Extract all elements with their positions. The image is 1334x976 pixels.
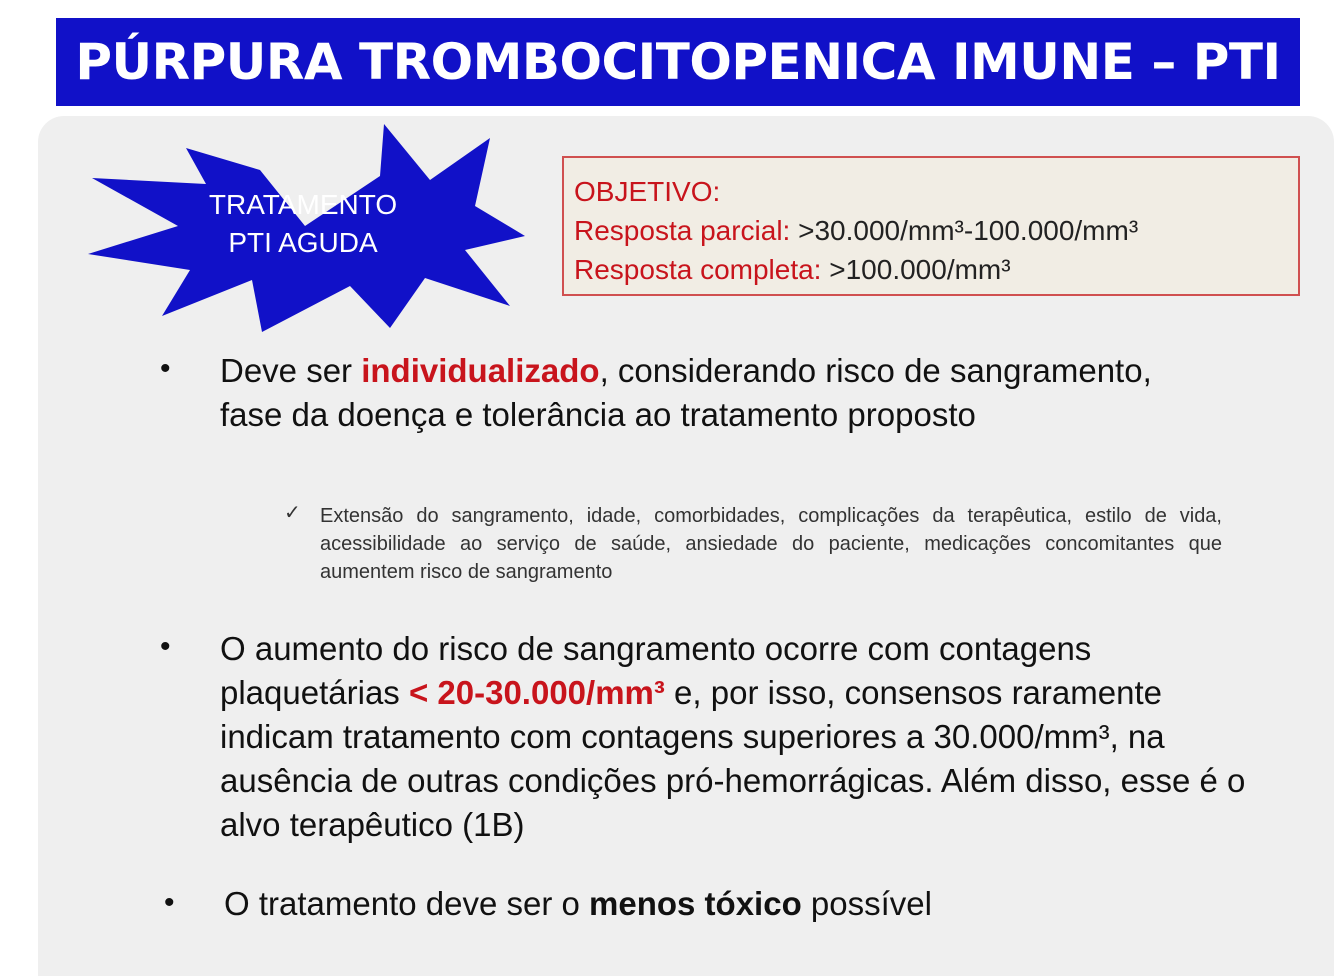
bullet-2-after: e, por isso, consensos raramente indicam tratamento com contagens superiores a 30.000/mm³, na ausência de outras condições pró-hemorrágicas. Além disso, esse é o alvo terapêutico (1B) — [220, 674, 1246, 843]
complete-response-value: >100.000/mm³ — [829, 254, 1011, 285]
partial-response-label: Resposta parcial: — [574, 215, 791, 246]
starburst-line-1: TRATAMENTO — [208, 189, 398, 220]
bullet-1-highlight: individualizado — [361, 352, 600, 389]
partial-response-value: >30.000/mm³-100.000/mm³ — [798, 215, 1139, 246]
objective-heading: OBJETIVO: — [574, 176, 721, 207]
bullet-1-text — [220, 349, 1210, 437]
page-title: PÚRPURA TROMBOCITOPENICA IMUNE – PTI — [75, 33, 1281, 91]
bullet-2-text — [220, 627, 1250, 847]
sub-bullet-text: Extensão do sangramento, idade, comorbidades, complicações da terapêutica, estilo de vida, acessibilidade ao serviço de saúde, ansiedade do paciente, medicações concomitantes que aumentem risco de sangramento — [320, 505, 1222, 583]
starburst-line-2: PTI AGUDA — [228, 227, 378, 258]
complete-response-row — [574, 250, 1298, 289]
bullet-3-bold: menos tóxico — [589, 885, 802, 922]
bullet-dot-2: • — [160, 630, 171, 663]
bullet-dot-3: • — [164, 886, 175, 919]
bullet-3-after: possível — [801, 885, 932, 922]
objective-box — [562, 156, 1300, 296]
checkmark-icon: ✓ — [284, 502, 301, 524]
starburst-label — [170, 186, 436, 262]
bullet-dot-1: • — [160, 352, 171, 385]
bullet-1-before: Deve ser — [220, 352, 362, 389]
bullet-3-before: O tratamento deve ser o — [224, 885, 590, 922]
complete-response-label: Resposta completa: — [574, 254, 822, 285]
bullet-1-after: , considerando risco de sangramento, fase da doença e tolerância ao tratamento proposto — [220, 352, 1152, 433]
bullet-2-before: O aumento do risco de sangramento ocorre com contagens plaquetárias — [220, 630, 1092, 711]
bullet-3-text — [224, 882, 1264, 926]
bullet-2-highlight: < 20-30.000/mm³ — [408, 674, 665, 711]
title-bar — [56, 18, 1300, 106]
partial-response-row — [574, 211, 1298, 250]
